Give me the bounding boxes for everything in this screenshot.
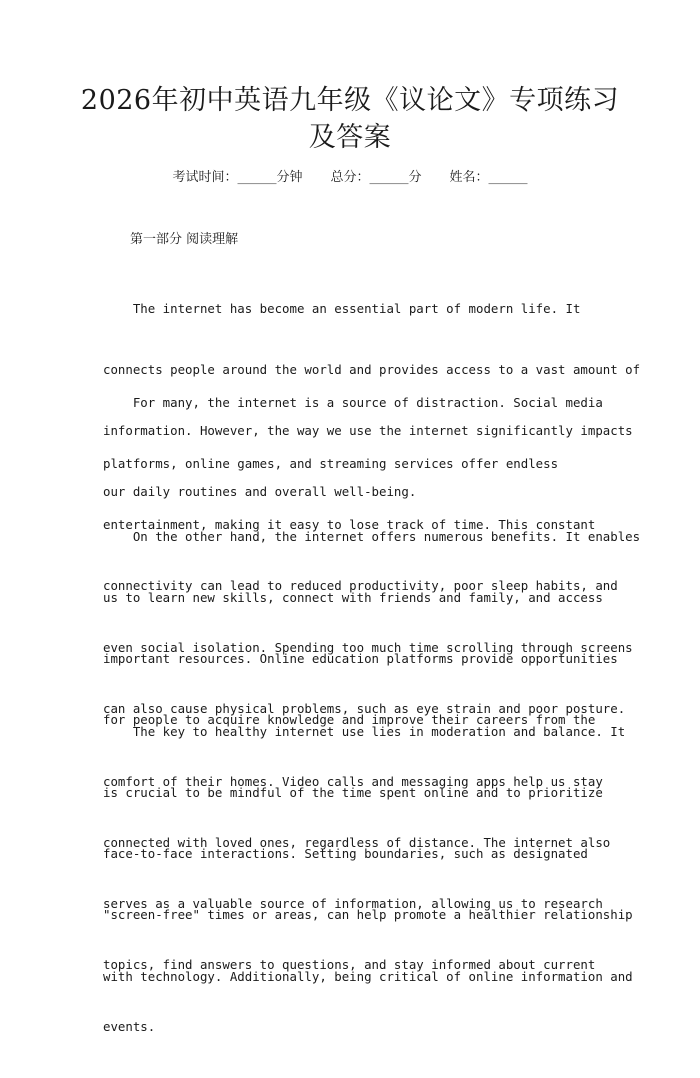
text-line: with technology. Additionally, being critical of online information and	[103, 968, 633, 984]
text-line: For many, the internet is a source of distraction. Social media	[103, 394, 603, 410]
total-score-label: 总分：______分	[330, 170, 422, 185]
text-line: face-to-face interactions. Setting boundaries, such as designated	[103, 846, 588, 862]
text-line: entertainment, making it easy to lose track of time. This constant	[103, 517, 596, 533]
document-title	[0, 82, 700, 156]
section-heading: 第一部分 阅读理解	[130, 232, 239, 247]
text-line: can also cause physical problems, such as eye strain and poor posture.	[103, 700, 626, 716]
text-line: our daily routines and overall well-being.	[103, 484, 417, 500]
text-line: topics, find answers to questions, and stay informed about current	[103, 957, 596, 973]
text-line: "screen-free" times or areas, can help promote a healthier relationship	[103, 907, 633, 923]
name-label: 姓名：______	[449, 170, 528, 185]
text-line: events.	[103, 1018, 156, 1034]
exam-info	[0, 168, 700, 188]
text-line: us to learn new skills, connect with friends and family, and access	[103, 590, 603, 606]
text-line: The internet has become an essential part of modern life. It	[103, 300, 581, 316]
text-line: information. However, the way we use the internet significantly impacts	[103, 423, 633, 439]
text-line: important resources. Online education platforms provide opportunities	[103, 651, 618, 667]
text-line: serves as a valuable source of information, allowing us to research	[103, 896, 603, 912]
title-line-1: 2026年初中英语九年级《议论文》专项练习	[80, 85, 620, 116]
text-line: is crucial to be mindful of the time spent online and to prioritize	[103, 785, 603, 801]
title-line-2: 及答案	[308, 122, 392, 153]
text-line: On the other hand, the internet offers numerous benefits. It enables	[103, 528, 641, 544]
text-line: for people to acquire knowledge and improve their careers from the	[103, 712, 596, 728]
paragraph-4	[103, 681, 633, 1028]
text-line: connected with loved ones, regardless of distance. The internet also	[103, 834, 611, 850]
exam-time-label: 考试时间：______分钟	[172, 170, 303, 185]
text-line: connects people around the world and provides access to a vast amount of	[103, 362, 641, 378]
text-line: comfort of their homes. Video calls and messaging apps help us stay	[103, 773, 603, 789]
text-line: The key to healthy internet use lies in moderation and balance. It	[103, 723, 626, 739]
text-line: connectivity can lead to reduced productivity, poor sleep habits, and	[103, 578, 618, 594]
text-line: platforms, online games, and streaming services offer endless	[103, 456, 559, 472]
text-line: even social isolation. Spending too much time scrolling through screens	[103, 639, 633, 655]
